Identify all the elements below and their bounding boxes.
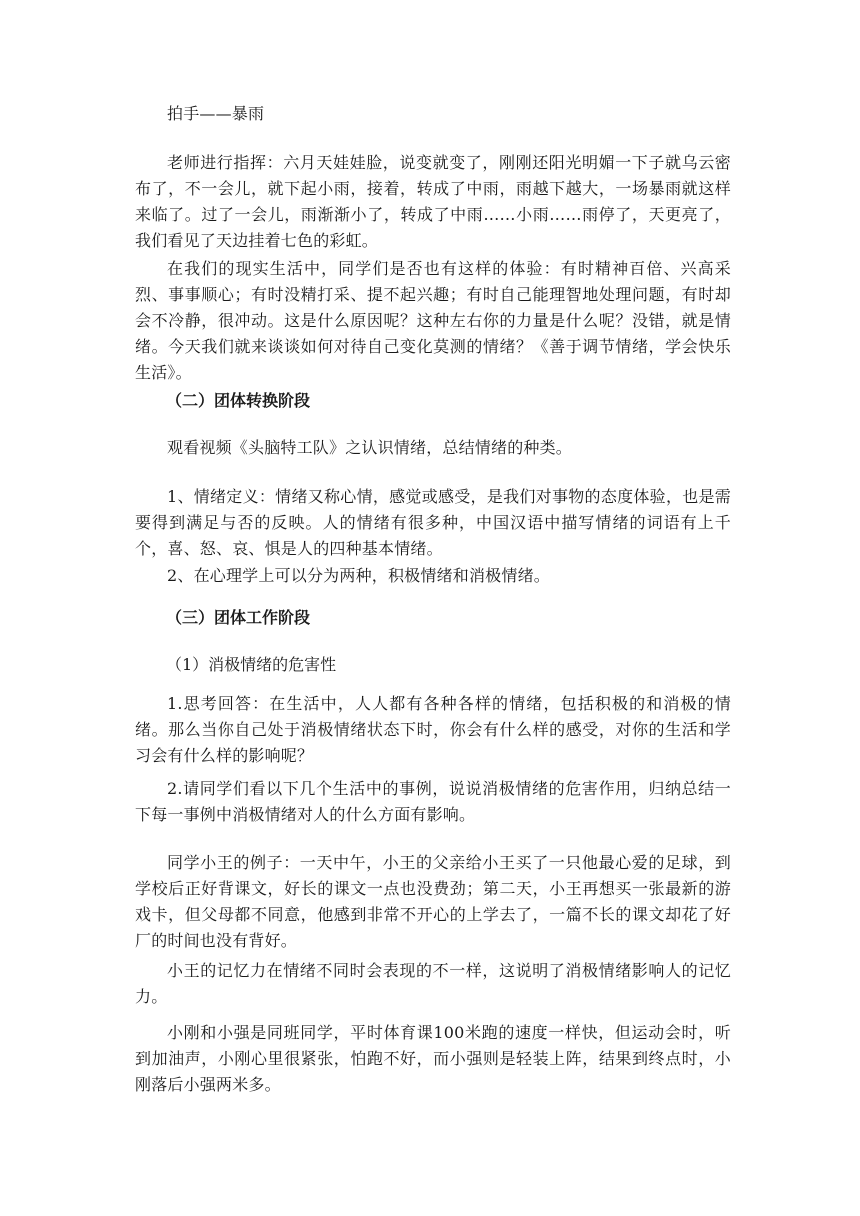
paragraph-real-life: 在我们的现实生活中，同学们是否也有这样的体验：有时精神百倍、兴高采烈、事事顺心；有时没精打采、提不起兴趣；有时自己能理智地处理问题，有时却会不冷静，很冲动。这是什么原因呢？这种左右你的力量是什么呢？没错，就是情绪。今天我们就来谈谈如何对待自己变化莫测的情绪？《善于调节情绪，学会快乐生活》。 <box>135 259 731 382</box>
paragraph-xiaowang-example: 同学小王的例子：一天中午，小王的父亲给小王买了一只他最心爱的足球，到学校后正好背课文，好长的课文一点也没费劲；第二天，小王再想买一张最新的游戏卡，但父母都不同意，他感到非常不开心的上学去了，一篇不长的课文却花了好厂的时间也没有背好。 <box>135 853 731 950</box>
section-heading-transition: （二）团体转换阶段 <box>166 391 311 410</box>
paragraph-watch-video: 观看视频《头脑特工队》之认识情绪，总结情绪的种类。 <box>167 438 573 457</box>
paragraph-clap-rainstorm: 拍手——暴雨 <box>167 104 265 123</box>
subheading-negative-harm: （1）消极情绪的危害性 <box>166 655 337 674</box>
paragraph-examples-intro: 2.请同学们看以下几个生活中的事例，说说消极情绪的危害作用，归纳总结一下每一事例中消极情绪对人的什么方面有影响。 <box>135 779 731 824</box>
paragraph-emotion-definition: 1、情绪定义：情绪又称心情，感觉或感受，是我们对事物的态度体验，也是需要得到满足与否的反映。人的情绪有很多种，中国汉语中描写情绪的词语有上千个，喜、怒、哀、惧是人的四种基本情绪。 <box>135 487 731 558</box>
paragraph-two-types: 2、在心理学上可以分为两种，积极情绪和消极情绪。 <box>167 566 550 585</box>
section-heading-work: （三）团体工作阶段 <box>166 608 311 627</box>
paragraph-teacher-directs: 老师进行指挥：六月天娃娃脸，说变就变了，刚刚还阳光明媚一下子就乌云密布了，不一会儿，就下起小雨，接着，转成了中雨，雨越下越大，一场暴雨就这样来临了。过了一会儿，雨渐渐小了，转成了中雨……小雨……雨停了，天更亮了，我们看见了天边挂着七色的彩虹。 <box>135 153 731 250</box>
paragraph-think-answer: 1.思考回答：在生活中，人人都有各种各样的情绪，包括积极的和消极的情绪。那么当你自己处于消极情绪状态下时，你会有什么样的感受，对你的生活和学习会有什么样的影响呢？ <box>135 694 731 765</box>
paragraph-memory-conclusion: 小王的记忆力在情绪不同时会表现的不一样，这说明了消极情绪影响人的记忆力。 <box>135 961 731 1006</box>
paragraph-xiaogang-example: 小刚和小强是同班同学，平时体育课100米跑的速度一样快，但运动会时，听到加油声，小刚心里很紧张，怕跑不好，而小强则是轻装上阵，结果到终点时，小刚落后小强两米多。 <box>135 1023 731 1094</box>
